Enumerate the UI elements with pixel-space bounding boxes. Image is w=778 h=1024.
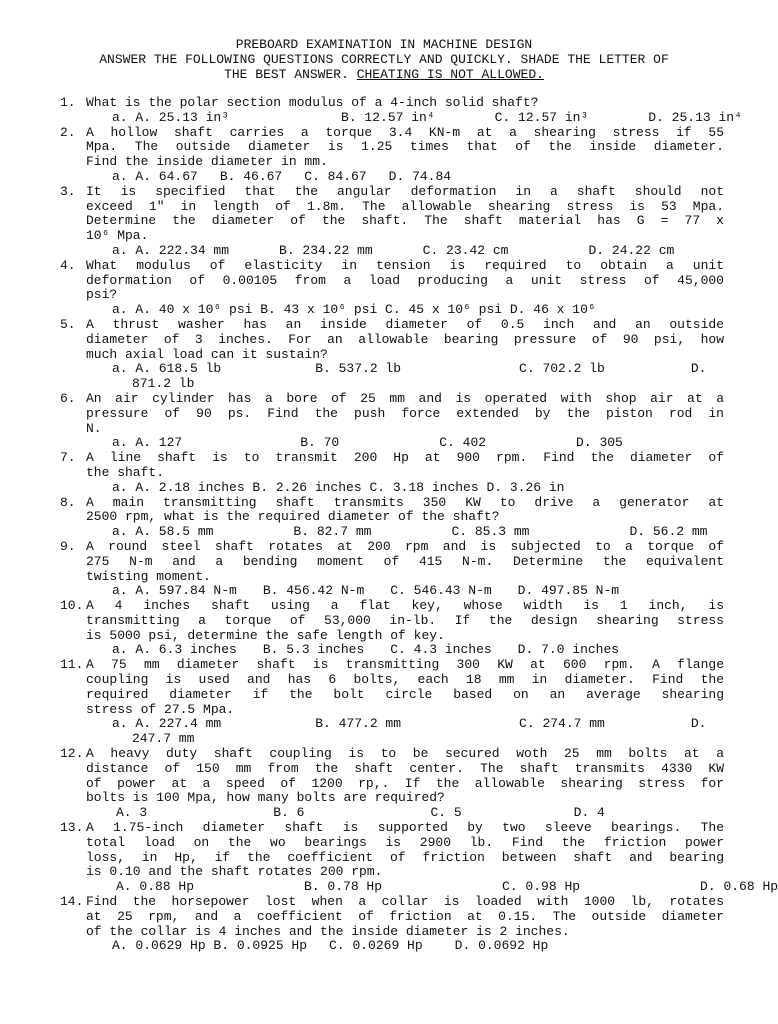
answer-choice[interactable]: B. 5.3 inches [262,642,365,658]
answer-choice[interactable]: B. 6 [273,805,305,821]
answer-choice[interactable]: B. 456.42 N-m [262,583,365,599]
question-text-line: A heavy duty shaft coupling is to be secured woth 25 mm bolts at a [86,746,724,762]
question-text-line: twisting moment. [86,568,211,584]
answer-choice[interactable]: a. A. 40 x 10⁶ psi B. 43 x 10⁶ psi C. 45 x 10⁶ psi D. 46 x 10⁶ [112,302,596,318]
answer-choice[interactable]: D. 24.22 cm [588,242,675,258]
answer-choices [60,170,724,185]
question-text-line: the shaft. [86,464,165,480]
question-item [60,599,724,658]
question-text-line: loss, in Hp, if the coefficient of friction between shaft and bearing [86,849,724,865]
question-text-line: psi? [86,287,118,303]
question-item [60,496,724,540]
question-item [60,95,742,126]
answer-choice[interactable]: C. 274.7 mm [519,716,605,732]
question-text-line: A hollow shaft carries a torque 3.4 KN-m at a shearing stress if 55 [86,124,724,140]
answer-choice[interactable]: a. A. 127 [112,435,183,451]
question-number: 9. [60,538,76,554]
answer-choice[interactable]: C. 4.3 inches [390,642,492,658]
question-item [60,185,724,259]
question-number: 2. [60,124,76,140]
question-text-line: distance of 150 mm from the shaft center. The shaft transmits 4330 KW [86,760,724,776]
answer-choice[interactable]: D. 25.13 in⁴ [648,109,742,125]
question-number: 1. [60,95,76,110]
question-item [60,658,724,747]
question-text-line: A thrust washer has an inside diameter of 0.5 inch and an outside [86,316,724,332]
answer-choice[interactable]: D. 4 [573,805,605,821]
answer-choice[interactable]: B. 12.57 in⁴ [341,109,435,125]
answer-choice[interactable]: D. 7.0 inches [517,642,620,658]
question-text-line: N. [86,420,102,436]
answer-choice[interactable]: D. [690,361,707,377]
question-text-line: much axial load can it sustain? [86,346,328,362]
question-text-line: required diameter if the bolt circle based on an average shearing [86,686,724,702]
answer-choice[interactable]: a. A. 2.18 inches B. 2.26 inches C. 3.18 inches D. 3.26 in [112,479,565,495]
answer-choice[interactable]: D. 0.0692 Hp [454,938,549,954]
question-number: 12. [60,746,84,762]
answer-choice[interactable]: B. 477.2 mm [315,716,402,732]
answer-choice[interactable]: a. A. 222.34 mm [112,242,230,258]
answer-choice[interactable]: B. 46.67 [219,168,283,184]
question-text-line: is 0.10 and the shaft rotates 200 rpm. [86,864,383,880]
question-number: 11. [60,657,84,673]
question-text-line: at 25 rpm, and a coefficient of friction at 0.15. The outside diameter [86,908,724,924]
question-text-line: exceed 1" in length of 1.8m. The allowable shearing stress is 53 Mpa. [86,198,724,214]
answer-choice[interactable]: C. 702.2 lb [519,361,605,377]
answer-choice[interactable]: D. 497.85 N-m [517,583,620,599]
question-item [60,451,724,495]
question-text-line: A 1.75-inch diameter shaft is supported by two sleeve bearings. The [86,820,724,836]
answer-choices [60,643,724,658]
answer-choice[interactable]: a. A. 597.84 N-m [112,583,237,599]
answer-choices [60,362,724,377]
answer-choice[interactable]: D. 56.2 mm [629,524,708,540]
question-number: 3. [60,183,76,199]
question-text-line: total load on the wo bearings is 2900 lb. Find the friction power [86,834,724,850]
question-text-line: diameter of 3 inches. For an allowable bearing pressure of 90 psi, how [86,331,724,347]
question-text-line: Mpa. The outside diameter is 1.25 times that of the inside diameter. [86,139,724,155]
answer-choices [60,481,724,496]
answer-choice[interactable]: B. 0.78 Hp [304,879,383,895]
question-item [60,126,724,185]
question-item [60,895,724,954]
question-item [60,259,724,318]
answer-choice[interactable]: D. 0.68 Hp [700,879,778,895]
answer-choice-continued: 247.7 mm [132,731,195,747]
instructions-best-answer: THE BEST ANSWER. [224,66,357,82]
exam-instructions-2 [0,68,768,83]
question-number: 7. [60,450,76,466]
question-text-line: A 75 mm diameter shaft is transmitting 300 KW at 600 rpm. A flange [86,657,724,673]
answer-choices [60,879,778,895]
answer-choices [60,806,724,821]
answer-choice[interactable]: a. A. 58.5 mm [112,524,214,540]
question-number: 6. [60,390,76,406]
answer-choice[interactable]: C. 12.57 in³ [494,109,589,125]
answer-choices [60,109,742,126]
question-number: 4. [60,257,76,273]
question-text-line: A main transmitting shaft transmits 350 KW to drive a generator at [86,494,724,510]
answer-choice[interactable]: D. [690,716,707,732]
question-text-line: of the collar is 4 inches and the inside diameter is 2 inches. [86,923,570,939]
question-text-line: is 5000 psi, determine the safe length of key. [86,627,445,643]
question-text-line: 275 N-m and a bending moment of 415 N-m. Determine the equivalent [86,553,724,569]
answer-choice[interactable]: C. 84.67 [304,168,367,184]
question-number: 14. [60,894,84,910]
answer-choice[interactable]: B. 82.7 mm [293,524,372,540]
question-item [60,747,724,821]
question-text-line: coupling is used and has 6 bolts, each 18 mm in diameter. Find the [86,672,724,688]
question-item [60,392,724,451]
answer-choice[interactable]: a. A. 227.4 mm [112,716,222,732]
question-text-line: 10⁶ Mpa. [86,228,149,244]
answer-choice[interactable]: A. 0.0629 Hp B. 0.0925 Hp [112,938,308,954]
exam-title: PREBOARD EXAMINATION IN MACHINE DESIGN [235,37,533,52]
question-text-line: A line shaft is to transmit 200 Hp at 900 rpm. Find the diameter of [86,450,724,466]
question-item [60,540,724,599]
question-item [60,820,778,895]
question-text-line: What is the polar section modulus of a 4-inch solid shaft? [86,95,539,110]
answer-choice[interactable]: C. 0.0269 Hp [329,938,423,954]
answer-choice-continued: 871.2 lb [132,376,195,392]
answer-choices [60,584,724,599]
answer-choice[interactable]: C. 546.43 N-m [390,583,492,599]
answer-choice[interactable]: C. 5 [430,805,462,821]
answer-choices [60,939,724,954]
question-text-line: A 4 inches shaft using a flat key, whose width is 1 inch, is [86,598,724,614]
answer-choices [60,436,724,451]
answer-choice[interactable]: B. 70 [300,435,340,451]
question-number: 8. [60,494,76,510]
question-text-line: Find the horsepower lost when a collar is loaded with 1000 lb, rotates [86,894,724,910]
question-text-line: transmitting a torque of 53,000 in-lb. If the design shearing stress [86,612,724,628]
answer-choice[interactable]: A. 0.88 Hp [116,879,195,895]
question-text-line: of power at a speed of 1200 rp,. If the allowable shearing stress for [86,775,724,791]
question-list [60,95,778,954]
question-number: 13. [60,820,84,836]
question-text-line: 2500 rpm, what is the required diameter of the shaft? [86,509,500,525]
question-text-line: deformation of 0.00105 from a load producing a unit stress of 45,000 [86,272,724,288]
question-number: 10. [60,598,84,614]
question-text-line: Determine the diameter of the shaft. The shaft material has G = 77 x [86,213,724,229]
question-text-line: What modulus of elasticity in tension is required to obtain a unit [86,257,724,273]
answer-choices [60,244,724,259]
exam-instructions: ANSWER THE FOLLOWING QUESTIONS CORRECTLY AND QUICKLY. SHADE THE LETTER OF [99,51,669,67]
question-text-line: An air cylinder has a bore of 25 mm and is operated with shop air at a [86,390,724,406]
answer-choices [60,525,724,540]
answer-choice[interactable]: D. 305 [576,435,623,451]
question-item [60,318,724,392]
question-text-line: pressure of 90 ps. Find the push force extended by the piston rod in [86,405,724,421]
answer-choice[interactable]: a. A. 25.13 in³ [112,109,230,125]
question-text-line: stress of 27.5 Mpa. [86,701,235,717]
answer-choice[interactable]: B. 234.22 mm [279,242,373,258]
answer-choice[interactable]: a. A. 64.67 [112,168,198,184]
answer-choice[interactable]: a. A. 618.5 lb [112,361,222,377]
answer-choice[interactable]: C. 0.98 Hp [502,879,581,895]
answer-choices [60,717,724,732]
answer-choice[interactable]: C. 402 [439,435,487,451]
answer-choices [60,303,724,318]
answer-choice[interactable]: D. 74.84 [388,168,452,184]
question-text-line: Find the inside diameter in mm. [86,154,328,170]
exam-header [0,38,768,82]
answer-choice[interactable]: C. 85.3 mm [451,524,530,540]
answer-choice[interactable]: A. 3 [116,805,148,821]
answer-choice[interactable]: a. A. 6.3 inches [112,642,237,658]
question-text-line: bolts is 100 Mpa, how many bolts are required? [86,790,445,806]
answer-choice[interactable]: C. 23.42 cm [422,242,509,258]
answer-choice[interactable]: B. 537.2 lb [315,361,402,377]
question-text-line: A round steel shaft rotates at 200 rpm and is subjected to a torque of [86,538,724,554]
question-number: 5. [60,316,76,332]
question-text-line: It is specified that the angular deformation in a shaft should not [86,183,724,199]
cheating-warning: CHEATING IS NOT ALLOWED. [356,66,544,82]
